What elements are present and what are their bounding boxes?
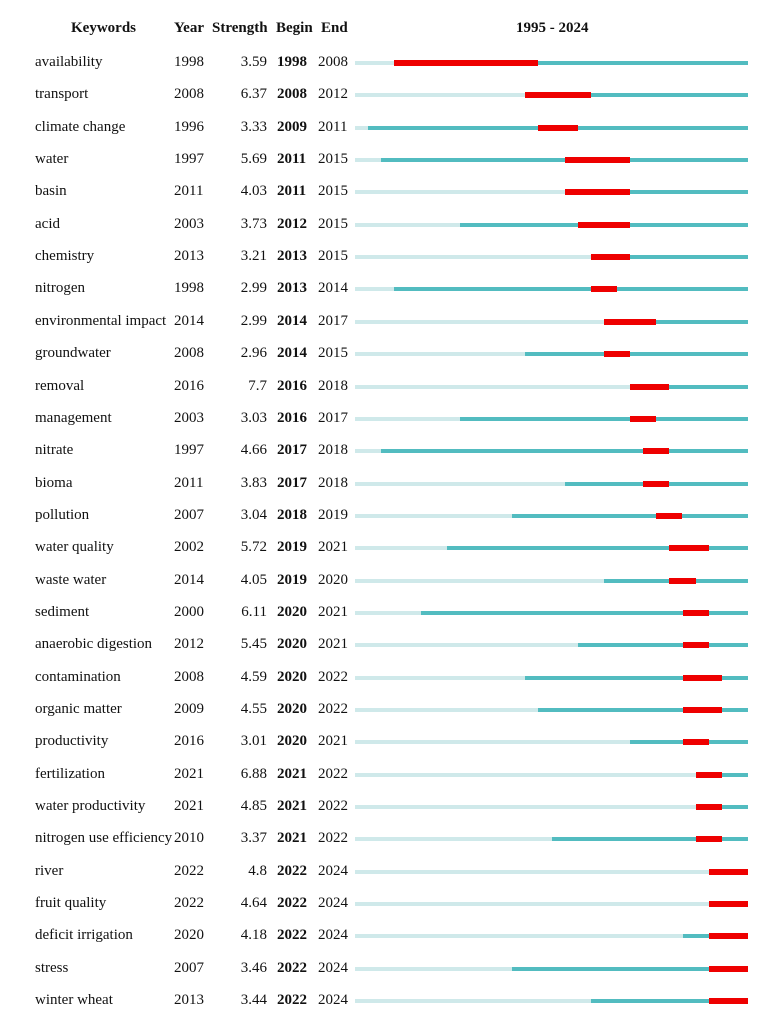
keyword-cell: contamination — [35, 668, 121, 685]
end-cell: 2017 — [318, 409, 348, 426]
begin-cell: 2016 — [277, 377, 307, 394]
table-row — [0, 531, 769, 563]
burst-bar — [669, 578, 695, 584]
year-cell: 2003 — [174, 409, 204, 426]
keyword-cell: waste water — [35, 571, 107, 588]
begin-cell: 2021 — [277, 765, 307, 782]
keyword-cell: water quality — [35, 539, 114, 556]
begin-cell: 1998 — [277, 54, 307, 70]
begin-cell: 2020 — [277, 636, 307, 653]
end-cell: 2024 — [318, 927, 348, 944]
begin-cell: 2020 — [277, 733, 307, 750]
table-row — [0, 208, 769, 240]
year-cell: 1997 — [174, 151, 204, 168]
begin-cell: 2013 — [277, 280, 307, 297]
timeline-before-bar — [355, 805, 696, 809]
table-row — [0, 790, 769, 822]
burst-bar — [709, 998, 748, 1004]
begin-cell: 2021 — [277, 798, 307, 815]
begin-cell: 2022 — [277, 895, 307, 912]
burst-bar — [578, 222, 630, 228]
end-cell: 2019 — [318, 506, 348, 523]
header-begin: Begin — [276, 20, 313, 36]
strength-cell: 3.37 — [240, 830, 267, 847]
strength-cell: 6.37 — [240, 86, 267, 103]
begin-cell: 2013 — [277, 248, 307, 265]
end-cell: 2024 — [318, 959, 348, 976]
strength-cell: 6.11 — [241, 603, 267, 620]
keyword-cell: winter wheat — [35, 992, 113, 1009]
year-cell: 2016 — [174, 377, 204, 394]
year-cell: 2011 — [174, 474, 204, 491]
timeline-before-bar — [355, 708, 538, 712]
timeline-before-bar — [355, 61, 394, 65]
year-cell: 2014 — [174, 571, 204, 588]
end-cell: 2021 — [318, 636, 348, 653]
timeline-before-bar — [355, 999, 591, 1003]
begin-cell: 2011 — [277, 151, 307, 168]
timeline-active-bar — [512, 514, 748, 518]
year-cell: 2022 — [174, 862, 204, 879]
strength-cell: 3.83 — [240, 474, 267, 491]
end-cell: 2021 — [318, 539, 348, 556]
table-row — [0, 467, 769, 499]
strength-cell: 3.44 — [240, 992, 267, 1009]
strength-cell: 5.69 — [240, 151, 267, 168]
year-cell: 2011 — [174, 183, 204, 200]
table-row — [0, 725, 769, 757]
timeline-before-bar — [355, 514, 512, 518]
strength-cell: 2.99 — [240, 280, 267, 297]
burst-bar — [683, 675, 722, 681]
end-cell: 2008 — [318, 54, 348, 70]
strength-cell: 3.73 — [240, 215, 267, 232]
burst-bar — [643, 448, 669, 454]
begin-cell: 2020 — [277, 701, 307, 717]
end-cell: 2015 — [318, 215, 348, 232]
keyword-cell: removal — [35, 377, 85, 394]
strength-cell: 4.8 — [248, 862, 267, 879]
timeline-before-bar — [355, 934, 683, 938]
burst-bar — [696, 836, 722, 842]
table-row — [0, 434, 769, 466]
table-row — [0, 305, 769, 337]
table-row — [0, 370, 769, 402]
strength-cell: 7.7 — [248, 377, 267, 394]
begin-cell: 2017 — [277, 442, 307, 459]
timeline-before-bar — [355, 417, 460, 421]
burst-bar — [565, 189, 631, 195]
begin-cell: 2022 — [277, 862, 307, 879]
keyword-cell: water — [35, 151, 69, 168]
begin-cell: 2014 — [277, 312, 307, 329]
end-cell: 2011 — [318, 118, 348, 135]
strength-cell: 4.64 — [240, 895, 267, 912]
year-cell: 2014 — [174, 312, 204, 329]
year-cell: 1996 — [174, 118, 204, 135]
year-cell: 2000 — [174, 603, 204, 620]
strength-cell: 4.55 — [240, 701, 267, 717]
keyword-cell: river — [35, 862, 64, 879]
begin-cell: 2018 — [277, 506, 307, 523]
table-row — [0, 564, 769, 596]
keyword-cell: pollution — [35, 506, 90, 523]
end-cell: 2015 — [318, 183, 348, 200]
end-cell: 2024 — [318, 862, 348, 879]
year-cell: 1998 — [174, 54, 204, 70]
keyword-cell: chemistry — [35, 248, 95, 265]
burst-bar — [630, 416, 656, 422]
burst-bar — [565, 157, 631, 163]
table-row — [0, 661, 769, 693]
timeline-before-bar — [355, 967, 512, 971]
end-cell: 2021 — [318, 733, 348, 750]
timeline-active-bar — [460, 417, 748, 421]
strength-cell: 3.04 — [240, 506, 267, 523]
begin-cell: 2011 — [277, 183, 307, 200]
table-row — [0, 855, 769, 887]
keyword-cell: basin — [35, 183, 67, 200]
burst-bar — [683, 610, 709, 616]
end-cell: 2022 — [318, 798, 348, 815]
strength-cell: 3.46 — [240, 959, 267, 976]
keyword-cell: nitrogen — [35, 280, 85, 297]
timeline-before-bar — [355, 643, 578, 647]
end-cell: 2015 — [318, 248, 348, 265]
burst-bar — [683, 739, 709, 745]
year-cell: 1997 — [174, 442, 204, 459]
end-cell: 2018 — [318, 442, 348, 459]
year-cell: 2010 — [174, 830, 204, 847]
timeline-before-bar — [355, 611, 421, 615]
keyword-cell: availability — [35, 54, 103, 70]
year-cell: 2013 — [174, 992, 204, 1009]
table-row — [0, 143, 769, 175]
keyword-cell: climate change — [35, 118, 126, 135]
table-row — [0, 596, 769, 628]
end-cell: 2024 — [318, 895, 348, 912]
burst-bar — [643, 481, 669, 487]
year-cell: 2007 — [174, 959, 204, 976]
table-row — [0, 78, 769, 110]
timeline-before-bar — [355, 223, 460, 227]
timeline-before-bar — [355, 126, 368, 130]
keyword-cell: deficit irrigation — [35, 927, 133, 944]
keyword-cell: acid — [35, 215, 60, 232]
table-row — [0, 337, 769, 369]
strength-cell: 3.01 — [240, 733, 267, 750]
begin-cell: 2019 — [277, 571, 307, 588]
timeline-active-bar — [381, 449, 748, 453]
table-row — [0, 272, 769, 304]
begin-cell: 2022 — [277, 992, 307, 1009]
burst-bar — [709, 933, 748, 939]
timeline-active-bar — [525, 352, 748, 356]
timeline-before-bar — [355, 773, 696, 777]
begin-cell: 2017 — [277, 474, 307, 491]
begin-cell: 2016 — [277, 409, 307, 426]
year-cell: 2013 — [174, 248, 204, 265]
end-cell: 2022 — [318, 701, 348, 717]
keyword-cell: transport — [35, 86, 89, 103]
table-row — [0, 952, 769, 984]
keyword-cell: fertilization — [35, 765, 105, 782]
table-row — [0, 919, 769, 951]
end-cell: 2014 — [318, 280, 348, 297]
timeline-before-bar — [355, 385, 630, 389]
table-row — [0, 693, 769, 725]
end-cell: 2021 — [318, 603, 348, 620]
keyword-cell: productivity — [35, 733, 109, 750]
timeline-before-bar — [355, 287, 394, 291]
strength-cell: 4.05 — [240, 571, 267, 588]
burst-bar — [604, 319, 656, 325]
timeline-before-bar — [355, 482, 565, 486]
year-cell: 2008 — [174, 345, 204, 362]
keyword-cell: management — [35, 409, 112, 426]
strength-cell: 4.66 — [240, 442, 267, 459]
burst-bar — [525, 92, 591, 98]
table-row — [0, 628, 769, 660]
strength-cell: 3.03 — [240, 409, 267, 426]
year-cell: 2021 — [174, 798, 204, 815]
keyword-cell: anaerobic digestion — [35, 636, 153, 653]
strength-cell: 6.88 — [240, 765, 267, 782]
timeline-before-bar — [355, 320, 604, 324]
timeline-active-bar — [578, 643, 748, 647]
end-cell: 2015 — [318, 151, 348, 168]
burst-bar — [709, 901, 748, 907]
timeline-before-bar — [355, 93, 525, 97]
keyword-cell: water productivity — [35, 798, 146, 815]
year-cell: 2002 — [174, 539, 204, 556]
end-cell: 2012 — [318, 86, 348, 103]
timeline-before-bar — [355, 740, 630, 744]
burst-bar — [709, 966, 748, 972]
keyword-cell: fruit quality — [35, 895, 107, 912]
strength-cell: 5.45 — [240, 636, 267, 653]
timeline-before-bar — [355, 352, 525, 356]
burst-bar — [538, 125, 577, 131]
timeline-before-bar — [355, 676, 525, 680]
header-year: Year — [174, 20, 204, 36]
table-row — [0, 822, 769, 854]
burst-bar — [669, 545, 708, 551]
keyword-cell: bioma — [35, 474, 73, 491]
strength-cell: 4.18 — [240, 927, 267, 944]
end-cell: 2022 — [318, 765, 348, 782]
strength-cell: 3.33 — [240, 118, 267, 135]
strength-cell: 4.03 — [240, 183, 267, 200]
burst-bar — [630, 384, 669, 390]
end-cell: 2015 — [318, 345, 348, 362]
timeline-before-bar — [355, 255, 591, 259]
begin-cell: 2020 — [277, 668, 307, 685]
year-cell: 2022 — [174, 895, 204, 912]
timeline-before-bar — [355, 902, 709, 906]
strength-cell: 4.85 — [240, 798, 267, 815]
begin-cell: 2012 — [277, 215, 307, 232]
keyword-cell: environmental impact — [35, 312, 167, 329]
end-cell: 2018 — [318, 474, 348, 491]
begin-cell: 2022 — [277, 959, 307, 976]
year-cell: 2016 — [174, 733, 204, 750]
begin-cell: 2009 — [277, 118, 307, 135]
strength-cell: 4.59 — [240, 668, 267, 685]
burst-bar — [394, 60, 538, 66]
begin-cell: 2021 — [277, 830, 307, 847]
burst-bar — [656, 513, 682, 519]
year-cell: 2008 — [174, 668, 204, 685]
keyword-cell: groundwater — [35, 345, 111, 362]
keyword-cell: sediment — [35, 603, 90, 620]
timeline-before-bar — [355, 870, 709, 874]
begin-cell: 2008 — [277, 86, 307, 103]
strength-cell: 3.59 — [240, 54, 267, 70]
year-cell: 2007 — [174, 506, 204, 523]
table-row — [0, 887, 769, 919]
timeline-before-bar — [355, 158, 381, 162]
keyword-cell: nitrogen use efficiency — [35, 830, 173, 847]
table-row — [0, 499, 769, 531]
burst-bar — [683, 642, 709, 648]
year-cell: 2012 — [174, 636, 204, 653]
timeline-before-bar — [355, 837, 552, 841]
strength-cell: 2.96 — [240, 345, 267, 362]
timeline-active-bar — [394, 287, 748, 291]
timeline-before-bar — [355, 546, 447, 550]
begin-cell: 2014 — [277, 345, 307, 362]
burst-bar — [591, 286, 617, 292]
year-cell: 2020 — [174, 927, 204, 944]
burst-bar — [696, 772, 722, 778]
table-row — [0, 46, 769, 78]
keyword-cell: organic matter — [35, 701, 122, 717]
begin-cell: 2020 — [277, 603, 307, 620]
timeline-before-bar — [355, 449, 381, 453]
timeline-before-bar — [355, 579, 604, 583]
end-cell: 2022 — [318, 830, 348, 847]
burst-bar — [683, 707, 722, 713]
strength-cell: 3.21 — [240, 248, 267, 265]
end-cell: 2017 — [318, 312, 348, 329]
begin-cell: 2019 — [277, 539, 307, 556]
year-cell: 2008 — [174, 86, 204, 103]
year-cell: 2009 — [174, 701, 204, 717]
year-cell: 1998 — [174, 280, 204, 297]
table-row — [0, 175, 769, 207]
table-row — [0, 402, 769, 434]
end-cell: 2024 — [318, 992, 348, 1009]
end-cell: 2018 — [318, 377, 348, 394]
header-range: 1995 - 2024 — [516, 20, 589, 36]
keyword-cell: nitrate — [35, 442, 74, 459]
table-row — [0, 758, 769, 790]
burst-bar — [591, 254, 630, 260]
burst-bar — [696, 804, 722, 810]
strength-cell: 2.99 — [240, 312, 267, 329]
timeline-before-bar — [355, 190, 565, 194]
table-row — [0, 984, 769, 1016]
year-cell: 2021 — [174, 765, 204, 782]
strength-cell: 5.72 — [240, 539, 267, 556]
header-end: End — [321, 20, 348, 36]
end-cell: 2022 — [318, 668, 348, 685]
header-keywords: Keywords — [71, 20, 136, 36]
end-cell: 2020 — [318, 571, 348, 588]
year-cell: 2003 — [174, 215, 204, 232]
keyword-cell: stress — [35, 959, 69, 976]
begin-cell: 2022 — [277, 927, 307, 944]
table-row — [0, 111, 769, 143]
burst-bar — [709, 869, 748, 875]
header-strength: Strength — [212, 20, 268, 36]
burst-bar — [604, 351, 630, 357]
table-row — [0, 240, 769, 272]
